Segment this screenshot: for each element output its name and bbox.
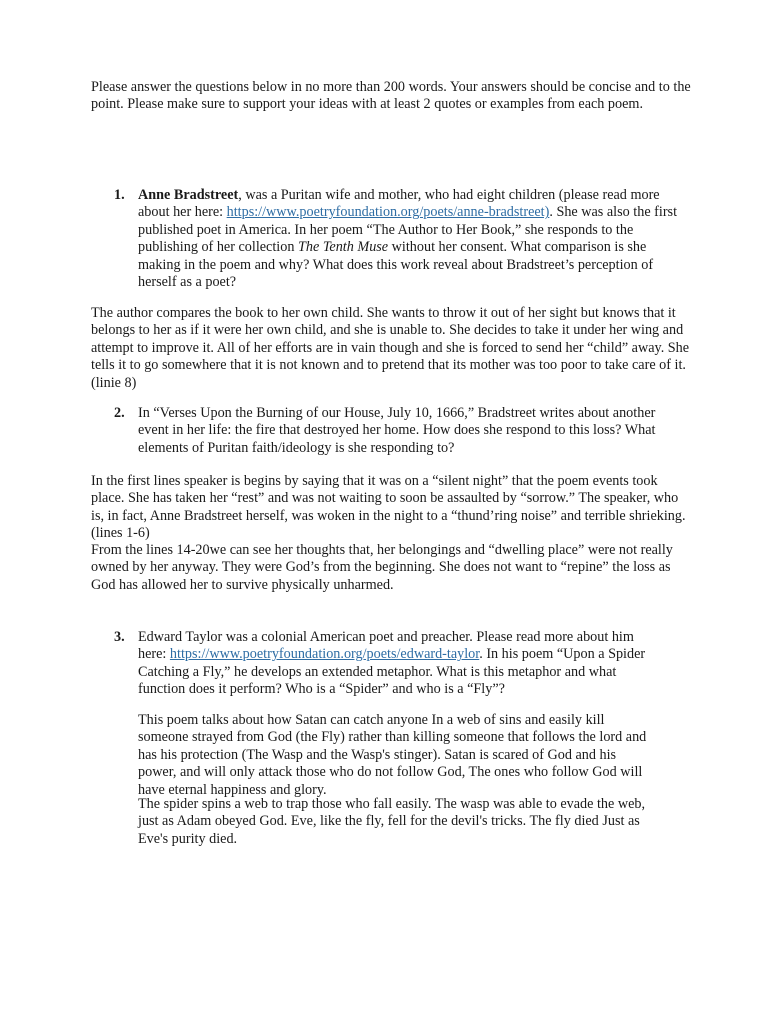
question-3-text [138,629,658,699]
question-1-text-c: without her consent. What comparison is she making in the poem and why? What does this work reveal about Bradstreet’s perception of herself as a poet? [138,239,654,291]
question-3-number: 3. [114,629,125,645]
question-3-text-b: . In his poem “Upon a Spider Catching a Fly,” he develops an extended metaphor. What is this metaphor and what function does it perform? Who is a “Spider” and who is a “Fly”? [138,646,646,698]
instructions-paragraph: Please answer the questions below in no more than 200 words. Your answers should be concise and to the point. Please make sure to support your ideas with at least 2 quotes or examples from each poem. [91,79,691,113]
question-3-text-a: Edward Taylor was a colonial American poet and preacher. Please read more about him here: [138,629,634,663]
question-1-text-a: , was a Puritan wife and mother, who had eight children (please read more about her here: [138,187,660,221]
answer-3-paragraph-1: This poem talks about how Satan can catch anyone In a web of sins and easily kill someone strayed from God (the Fly) rather than killing someone that follows the lord and has his protection (The Wasp and the Wasp's stinger). Satan is scared of God and his power, and will only attack those who do not follow God, The ones who follow God will have eternal happiness and glory. [138,712,647,798]
answer-2-paragraph-1: In the first lines speaker is begins by saying that it was on a “silent night” that the poem events took place. She has taken her “rest” and was not waiting to soon be assaulted by “sorrow.” The speaker, who is, in fact, Anne Bradstreet herself, was woken in the night to a “thund’ring noise” and terrible shrieking. (lines 1-6) [91,473,686,542]
question-1-poet-name: Anne Bradstreet [138,187,239,203]
taylor-link[interactable]: https://www.poetryfoundation.org/poets/edward-taylor [169,646,480,663]
answer-1-paragraph: The author compares the book to her own child. She wants to throw it out of her sight but knows that it belongs to her as if it were her own child, and she is unable to. She decides to take it under her wing and attempt to improve it. All of her efforts are in vain though and she is forced to send her “child” away. She tells it to go somewhere that it is not known and to pretend that its mother was too poor to take care of it. (linie 8) [91,305,690,391]
question-1-text-b: . She was also the first published poet in America. In her poem “The Author to Her Book,” she responds to the publishing of her collection [138,204,678,256]
bradstreet-link[interactable]: https://www.poetryfoundation.org/poets/anne-bradstreet) [226,204,550,221]
answer-2-paragraph-2: From the lines 14-20we can see her thoughts that, her belongings and “dwelling place” were not really owned by her anyway. They were God’s from the beginning. She does not want to “repine” the loss as God has allowed her to survive physically unharmed. [91,542,673,593]
answer-3-paragraph-2: The spider spins a web to trap those who fall easily. The wasp was able to evade the web, just as Adam obeyed God. Eve, like the fly, fell for the devil's tricks. The fly died Just as Eve's purity died. [138,796,646,847]
question-2-text: In “Verses Upon the Burning of our House, July 10, 1666,” Bradstreet writes about another event in her life: the fire that destroyed her home. How does she respond to this loss? What elements of Puritan faith/ideology is she responding to? [138,405,656,456]
question-1-number: 1. [114,187,125,203]
book-title: The Tenth Muse [297,239,389,256]
question-2-number: 2. [114,405,125,421]
question-1-text [138,187,678,291]
